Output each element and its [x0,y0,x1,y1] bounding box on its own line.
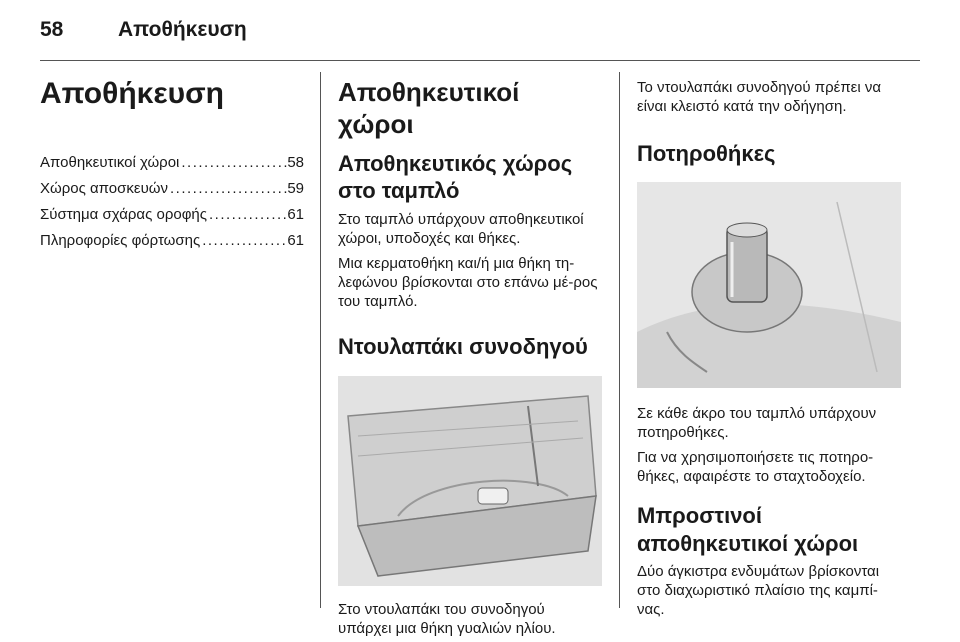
subsection-title-glovebox: Ντουλαπάκι συνοδηγού [338,334,588,359]
glovebox-photo [338,376,602,586]
toc-entry[interactable] [40,228,304,254]
toc-entry-label: Πληροφορίες φόρτωσης [40,232,201,249]
page-header [40,18,920,62]
toc-entry-label: Σύστημα σχάρας οροφής [40,206,207,223]
column-storage [338,70,602,638]
table-of-contents [40,150,304,254]
photo-caption: Στο ντουλαπάκι του συνοδηγού υπάρχει μια θήκη γυαλιών ηλίου. [338,601,556,637]
column-cupholders [637,70,903,619]
page-number: 58 [40,18,64,41]
toc-entry-page: 61 [287,206,304,223]
running-title: Αποθήκευση [118,18,247,41]
paragraph: Για να χρησιμοποιήσετε τις ποτηρο-θήκες, αφαιρέστε το σταχτοδοχείο. [637,449,874,485]
paragraph: Δύο άγκιστρα ενδυμάτων βρίσκονται στο διαχωριστικό πλαίσιο της καμπί-νας. [637,563,880,618]
paragraph: Μια κερματοθήκη και/ή μια θήκη τη-λεφώνου βρίσκονται στο επάνω μέ-ρος του ταμπλό. [338,255,598,310]
toc-entry-page: 58 [287,154,304,171]
toc-entry[interactable] [40,150,304,176]
cupholder-photo [637,182,901,388]
toc-leader-dots [200,228,287,254]
chapter-title: Αποθήκευση [40,77,224,110]
toc-entry-page: 59 [287,180,304,197]
paragraph: Σε κάθε άκρο του ταμπλό υπάρχουν ποτηροθήκες. [637,405,877,441]
column-toc [40,70,304,254]
column-divider [619,72,620,608]
subsection-title-dashboard: Αποθηκευτικός χώρος στο ταμπλό [338,151,573,203]
toc-entry-label: Χώρος αποσκευών [40,180,168,197]
paragraph: Το ντουλαπάκι συνοδηγού πρέπει να είναι κλειστό κατά την οδήγηση. [637,79,882,115]
column-divider [320,72,321,608]
paragraph: Στο ταμπλό υπάρχουν αποθηκευτικοί χώροι, υποδοχές και θήκες. [338,211,584,247]
subsection-title-front-storage: Μπροστινοί αποθηκευτικοί χώροι [637,503,859,556]
toc-entry[interactable] [40,202,304,228]
toc-entry[interactable] [40,176,304,202]
toc-leader-dots [207,202,287,228]
subsection-title-cupholders: Ποτηροθήκες [637,141,776,166]
section-title: Αποθηκευτικοί χώροι [338,77,520,139]
header-rule [40,60,920,61]
toc-leader-dots [168,176,287,202]
toc-leader-dots [179,150,287,176]
toc-entry-label: Αποθηκευτικοί χώροι [40,154,180,171]
toc-entry-page: 61 [287,232,304,249]
